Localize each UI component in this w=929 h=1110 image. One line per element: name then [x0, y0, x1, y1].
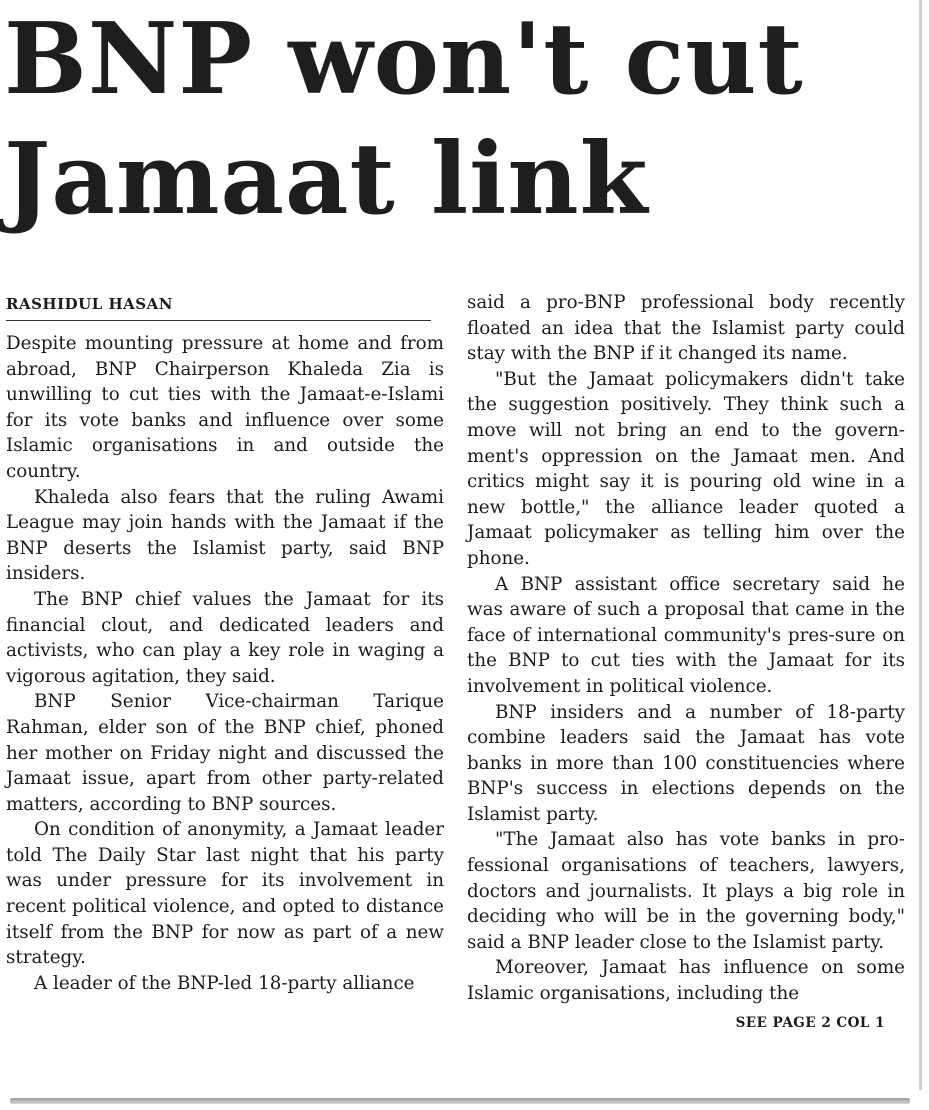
paragraph: BNP Senior Vice-chairman Tarique Rahman, elder son of the BNP chief, phoned her mother on Friday night and discussed the Jamaat issue, apart from other party-related matters, according to BNP sources. [6, 691, 444, 815]
bottom-rule [10, 1098, 910, 1104]
paragraph: The BNP chief values the Jamaat for its financial clout, and dedicated leaders and activists, who can play a key role in waging a vigorous agitation, they said. [6, 588, 444, 687]
paragraph: A leader of the BNP-led 18-party alliance [34, 972, 415, 994]
paragraph: said a pro-BNP professional body recently floated an idea that the Islamist party could stay with the BNP if it changed its name. [467, 292, 905, 365]
paragraph: A BNP assistant office secretary said he was aware of such a proposal that came in the face of international community's pres-sure on the BNP to cut ties with the Jamaat for its involvement in political violence. [467, 573, 905, 697]
article-column-right [467, 290, 905, 1036]
paragraph: BNP insiders and a number of 18-party combine leaders said the Jamaat has vote banks in more than 100 constituencies where BNP's success in elections depends on the Islamist party. [467, 701, 905, 825]
paragraph: Moreover, Jamaat has influence on some Islamic organisations, including the [467, 957, 905, 1005]
paragraph: "The Jamaat also has vote banks in pro-fessional organisations of teachers, lawyers, doctors and journalists. It plays a big role in deciding who will be in the governing body," said a BNP leader close to the Islamist party. [467, 829, 905, 953]
paragraph: Khaleda also fears that the ruling Awami League may join hands with the Jamaat if the BNP deserts the Islamist party, said BNP insiders. [6, 486, 444, 585]
headline [4, 0, 919, 240]
headline-line-2: Jamaat link [4, 122, 649, 237]
article-column-left [6, 290, 444, 996]
continued-on-link[interactable]: SEE PAGE 2 COL 1 [735, 1014, 885, 1031]
paragraph: "But the Jamaat policymakers didn't take the suggestion positively. They think such a move will not bring an end to the govern-ment's oppression on the Jamaat men. And critics might say it is pouring old wine in a new bottle," the alliance leader quoted a Jamaat policymaker as telling him over the phone. [467, 368, 905, 569]
column-rule [919, 0, 922, 1090]
byline: RASHIDUL HASAN [6, 290, 431, 321]
paragraph: On condition of anonymity, a Jamaat leader told The Daily Star last night that his party was under pressure for its involvement in recent political violence, and opted to distance itself from the BNP for now as part of a new strategy. [6, 819, 444, 969]
headline-line-1: BNP won't cut [4, 2, 804, 117]
paragraph: Despite mounting pressure at home and from abroad, BNP Chairperson Khaleda Zia is unwilling to cut ties with the Jamaat-e-Islami for its vote banks and influence over some Islamic organisations in and outside the country. [6, 333, 444, 482]
